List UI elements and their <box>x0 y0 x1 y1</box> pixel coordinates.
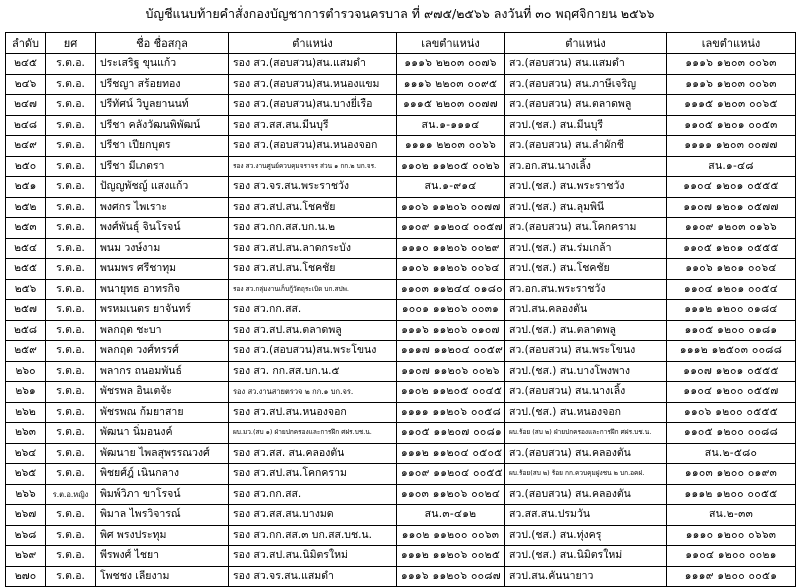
cell-new-position: สวป.(ชส.) สน.หนองจอก <box>505 402 667 423</box>
table-row <box>6 238 796 259</box>
cell-name: พิศ พรงประทุม <box>96 525 229 546</box>
cell-name: พัชรพล อินเตจัะ <box>96 382 229 403</box>
cell-current-position-number: ๑๑๑๒ ๑๑๒๐๔ ๐๕๐๕ <box>397 443 505 464</box>
cell-name: ปรีทัศน์ วิบูลยานนท์ <box>96 95 229 116</box>
cell-rank: ร.ต.อ.หญิง <box>46 484 96 505</box>
table-row <box>6 546 796 567</box>
cell-current-position-number: ๑๑๐๖ ๑๑๒๐๖ ๐๐๖๔ <box>397 259 505 280</box>
cell-current-position-number: ๑๑๐๒ ๑๑๒๐๕ ๐๐๔๕ <box>397 382 505 403</box>
cell-current-position-number: ๑๑๑๖ ๒๒๐๓ ๐๐๙๕ <box>397 74 505 95</box>
cell-new-position: ผบ.ร้อย(สบ ๒) ร้อย กก.ควบคุมฝูงชน ๒ บก.อคฝ. <box>505 464 667 485</box>
cell-order: ๒๖๓ <box>6 423 46 444</box>
cell-name: พนม วงษ์งาม <box>96 238 229 259</box>
cell-new-position: ผบ.ร้อย (สบ ๒) ฝ่ายปกครองและการฝึก ศฝร.บช.น. <box>505 423 667 444</box>
table-row <box>6 464 796 485</box>
cell-current-position-number: สน.๑-๙๑๔ <box>397 177 505 198</box>
cell-current-position: ผบ.มว.(สบ ๑) ฝ่ายปกครองและการฝึก ศฝร.บช.น. <box>229 423 397 444</box>
cell-name: พนมพร ศรีชาทุม <box>96 259 229 280</box>
cell-order: ๒๖๒ <box>6 402 46 423</box>
header-current-position-number: เลขตำแหน่ง <box>397 33 505 54</box>
cell-order: ๒๔๘ <box>6 115 46 136</box>
cell-current-position: รอง สว.(สอบสวน)สน.แสมดำ <box>229 54 397 75</box>
cell-rank: ร.ต.อ. <box>46 382 96 403</box>
table-row <box>6 402 796 423</box>
cell-rank: ร.ต.อ. <box>46 177 96 198</box>
cell-new-position-number: ๑๑๐๗ ๑๒๐๑ ๐๕๗๗ <box>667 197 796 218</box>
cell-order: ๒๕๔ <box>6 238 46 259</box>
cell-new-position: สวป.สน.คลองตัน <box>505 300 667 321</box>
cell-order: ๒๖๘ <box>6 525 46 546</box>
cell-current-position-number: ๑๑๑๖ ๑๑๒๐๖ ๐๐๘๗ <box>397 566 505 587</box>
cell-new-position-number: สน.๒-๓๓ <box>667 505 796 526</box>
cell-rank: ร.ต.อ. <box>46 525 96 546</box>
cell-new-position-number: ๑๑๐๖ ๑๒๐๑ ๐๐๖๔ <box>667 259 796 280</box>
cell-order: ๒๕๓ <box>6 218 46 239</box>
cell-current-position: รอง สว.สป.สน.โชคชัย <box>229 197 397 218</box>
cell-current-position-number: ๑๑๑๖ ๒๒๐๓ ๐๐๗๖ <box>397 54 505 75</box>
cell-order: ๒๖๐ <box>6 361 46 382</box>
cell-new-position-number: ๑๑๑๖ ๑๒๐๓ ๐๐๖๓ <box>667 54 796 75</box>
cell-order: ๒๖๕ <box>6 464 46 485</box>
table-row <box>6 259 796 280</box>
cell-new-position-number: ๑๑๑๒ ๑๒๐๐ ๐๐๕๕ <box>667 484 796 505</box>
cell-rank: ร.ต.อ. <box>46 259 96 280</box>
table-row <box>6 525 796 546</box>
cell-new-position: สว.(สอบสวน) สน.พระโขนง <box>505 341 667 362</box>
cell-new-position-number: ๑๑๑๙ ๑๒๐๐ ๐๐๕๑ <box>667 566 796 587</box>
cell-rank: ร.ต.อ. <box>46 136 96 157</box>
table-row <box>6 382 796 403</box>
cell-name: พงศกร ไพเราะ <box>96 197 229 218</box>
cell-order: ๒๔๖ <box>6 74 46 95</box>
cell-name: ปรีชญา สร้อยทอง <box>96 74 229 95</box>
header-new-position-number: เลขตำแหน่ง <box>667 33 796 54</box>
cell-new-position-number: ๑๑๐๖ ๑๒๐๐ ๐๕๕๕ <box>667 402 796 423</box>
cell-current-position-number: ๑๑๐๕ ๑๑๒๐๗ ๐๐๘๑ <box>397 423 505 444</box>
cell-new-position-number: ๑๑๑๒ ๑๒๐๐ ๐๑๘๔ <box>667 300 796 321</box>
cell-current-position: รอง สว.กลุ่มงานเก็บกู้วัตถุระเบิด บก.สปพ. <box>229 279 397 300</box>
table-row <box>6 156 796 177</box>
cell-order: ๒๕๗ <box>6 300 46 321</box>
cell-new-position-number: สน.๑-๔๘ <box>667 156 796 177</box>
cell-rank: ร.ต.อ. <box>46 74 96 95</box>
table-row <box>6 423 796 444</box>
table-row <box>6 115 796 136</box>
cell-new-position: สว.(สอบสวน) สน.โคกคราม <box>505 218 667 239</box>
cell-new-position: สว.(สอบสวน) สน.นางเลิ้ง <box>505 382 667 403</box>
cell-new-position: สว.(สอบสวน) สน.ตลาดพลู <box>505 95 667 116</box>
cell-new-position: สว.(สอบสวน) สน.ลำผักชี <box>505 136 667 157</box>
cell-current-position-number: ๑๑๑๒ ๑๑๒๐๖ ๐๐๒๕ <box>397 546 505 567</box>
cell-order: ๒๗๐ <box>6 566 46 587</box>
cell-new-position-number: ๑๑๑๕ ๑๒๐๓ ๐๐๖๕ <box>667 95 796 116</box>
cell-order: ๒๔๗ <box>6 95 46 116</box>
cell-current-position: รอง สว.สป.สน.โชคชัย <box>229 259 397 280</box>
cell-rank: ร.ต.อ. <box>46 54 96 75</box>
table-row <box>6 505 796 526</box>
table-row <box>6 361 796 382</box>
header-rank: ยศ <box>46 33 96 54</box>
cell-new-position: สว.(สอบสวน) สน.คลองตัน <box>505 443 667 464</box>
cell-current-position: รอง สว.กก.สส.บก.น.๒ <box>229 218 397 239</box>
cell-current-position-number: ๑๑๑๑ ๑๑๒๐๖ ๐๐๕๘ <box>397 402 505 423</box>
cell-order: ๒๕๙ <box>6 341 46 362</box>
cell-new-position-number: ๑๑๑๖ ๑๒๐๓ ๐๐๖๓ <box>667 74 796 95</box>
cell-order: ๒๖๙ <box>6 546 46 567</box>
cell-name: พิมาล ไพรวิจารณ์ <box>96 505 229 526</box>
cell-current-position: รอง สว.สป.สน.ตลาดพลู <box>229 320 397 341</box>
cell-name: พีรพงศ์ ไชยา <box>96 546 229 567</box>
cell-new-position: สว.(สอบสวน) สน.ภาษีเจริญ <box>505 74 667 95</box>
cell-rank: ร.ต.อ. <box>46 546 96 567</box>
cell-rank: ร.ต.อ. <box>46 197 96 218</box>
cell-current-position: รอง สว.งานศูนย์ควบคุมจราจร ส่วน ๑ กก.๒ บก.จร. <box>229 156 397 177</box>
cell-current-position-number: ๑๐๐๑ ๑๑๒๐๖ ๐๐๓๑ <box>397 300 505 321</box>
table-row <box>6 218 796 239</box>
cell-current-position-number: ๑๑๑๑ ๒๒๐๓ ๐๐๖๖ <box>397 136 505 157</box>
cell-current-position-number: ๑๑๑๖ ๑๑๒๐๖ ๐๑๐๗ <box>397 320 505 341</box>
cell-rank: ร.ต.อ. <box>46 505 96 526</box>
cell-new-position-number: ๑๑๐๔ ๑๒๐๐ ๐๕๕๗ <box>667 382 796 403</box>
cell-current-position-number: ๑๑๐๙ ๑๑๒๐๔ ๐๐๕๕ <box>397 464 505 485</box>
cell-new-position: สว.อก.สน.นางเลิ้ง <box>505 156 667 177</box>
table-row <box>6 484 796 505</box>
table-row <box>6 54 796 75</box>
cell-current-position-number: ๑๑๐๙ ๑๑๒๐๔ ๐๐๕๗ <box>397 218 505 239</box>
cell-name: โพชชง เลียงาม <box>96 566 229 587</box>
table-row <box>6 341 796 362</box>
cell-order: ๒๕๕ <box>6 259 46 280</box>
table-row <box>6 74 796 95</box>
cell-new-position: สว.(สอบสวน) สน.คลองตัน <box>505 484 667 505</box>
cell-current-position: รอง สว.สส.สน.บางมด <box>229 505 397 526</box>
cell-new-position: สวป.(ชส.) สน.บางโพงพาง <box>505 361 667 382</box>
cell-name: พงศ์พันธุ์ จินโรจน์ <box>96 218 229 239</box>
header-order: ลำดับ <box>6 33 46 54</box>
cell-new-position-number: ๑๑๑๐ ๑๒๐๐ ๐๖๖๓ <box>667 525 796 546</box>
cell-new-position: สวป.(ชส.) สน.โชคชัย <box>505 259 667 280</box>
cell-new-position-number: ๑๑๐๔ ๑๒๐๑ ๐๕๕๕ <box>667 177 796 198</box>
cell-rank: ร.ต.อ. <box>46 218 96 239</box>
table-body <box>6 54 796 587</box>
cell-order: ๒๖๖ <box>6 484 46 505</box>
document-title: บัญชีแนบท้ายคำสั่งกองบัญชาการตำรวจนครบาล ที่ ๙๗๕/๒๕๖๖ ลงวันที่ ๓๐ พฤศจิกายน ๒๕๖๖ <box>145 6 655 21</box>
cell-name: พิมพ์วิภา ขาโรจน์ <box>96 484 229 505</box>
table-row <box>6 95 796 116</box>
cell-name: พิชยศ์ฎ์ เนินกลาง <box>96 464 229 485</box>
cell-new-position-number: ๑๑๐๗ ๑๒๐๑ ๐๕๕๕ <box>667 361 796 382</box>
cell-new-position: สวป.(ชส.) สน.ร่มเกล้า <box>505 238 667 259</box>
cell-new-position: สวป.(ชส.) สน.พระราชวัง <box>505 177 667 198</box>
cell-new-position-number: ๑๑๐๓ ๑๒๐๐ ๐๑๙๓ <box>667 464 796 485</box>
cell-new-position: สว.อก.สน.พระราชวัง <box>505 279 667 300</box>
cell-name: พนายุทธ อาทรกิจ <box>96 279 229 300</box>
cell-current-position-number: ๑๑๐๖ ๑๑๒๐๖ ๐๐๗๗ <box>397 197 505 218</box>
cell-name: พรหมเนตร ยาจันทร์ <box>96 300 229 321</box>
cell-new-position: สวป.(ชส.) สน.ลุมพินี <box>505 197 667 218</box>
cell-rank: ร.ต.อ. <box>46 402 96 423</box>
cell-current-position: รอง สว.สป.สน.หนองจอก <box>229 402 397 423</box>
cell-new-position: สวป.สน.คันนายาว <box>505 566 667 587</box>
cell-rank: ร.ต.อ. <box>46 95 96 116</box>
cell-new-position-number: ๑๑๑๑ ๑๒๐๓ ๐๐๗๗ <box>667 136 796 157</box>
cell-new-position-number: ๑๑๐๕ ๑๒๐๑ ๐๕๕๕ <box>667 238 796 259</box>
cell-new-position-number: ๑๑๐๕ ๑๒๐๑ ๐๐๕๓ <box>667 115 796 136</box>
cell-new-position: สวป.(ชส.) สน.นิมิตรใหม่ <box>505 546 667 567</box>
cell-rank: ร.ต.อ. <box>46 341 96 362</box>
table-row <box>6 566 796 587</box>
cell-name: พัฒนา นิ่มอนงค์ <box>96 423 229 444</box>
table-row <box>6 279 796 300</box>
cell-current-position: รอง สว.(สอบสวน)สน.พระโขนง <box>229 341 397 362</box>
table-row <box>6 136 796 157</box>
cell-order: ๒๔๕ <box>6 54 46 75</box>
cell-new-position-number: ๑๑๐๔ ๑๒๐๐ ๐๐๒๑ <box>667 546 796 567</box>
cell-name: ปรีชา มีเภตรา <box>96 156 229 177</box>
cell-current-position: รอง สว.จร.สน.แสมดำ <box>229 566 397 587</box>
cell-new-position: สวป.(ชส.) สน.มีนบุรี <box>505 115 667 136</box>
cell-current-position: รอง สว.กก.สส.๓ บก.สส.บช.น. <box>229 525 397 546</box>
cell-current-position: รอง สว.สส. สน.คลองตัน <box>229 443 397 464</box>
cell-name: ปัญญพัชญ์ แสงแก้ว <box>96 177 229 198</box>
cell-name: พลกฤต ชะบา <box>96 320 229 341</box>
header-new-position: ตำแหน่ง <box>505 33 667 54</box>
cell-name: พลากร ถนอมพันธ์ <box>96 361 229 382</box>
cell-current-position: รอง สว.สป.สน.ลาดกระบัง <box>229 238 397 259</box>
cell-current-position-number: สน.๓-๔๑๒ <box>397 505 505 526</box>
cell-current-position-number: ๑๑๑๗ ๑๑๒๐๔ ๐๐๕๙ <box>397 341 505 362</box>
cell-current-position: รอง สว.กก.สส. <box>229 300 397 321</box>
cell-rank: ร.ต.อ. <box>46 115 96 136</box>
cell-new-position-number: ๑๑๐๔ ๑๒๐๑ ๐๐๕๔ <box>667 279 796 300</box>
appointment-table <box>5 32 796 587</box>
cell-current-position-number: ๑๑๐๓ ๑๑๒๔๔ ๐๑๘๐ <box>397 279 505 300</box>
table-row <box>6 300 796 321</box>
cell-rank: ร.ต.อ. <box>46 238 96 259</box>
table-row <box>6 320 796 341</box>
cell-name: ปรีชา คลังวัฒนพิพัฒน์ <box>96 115 229 136</box>
cell-order: ๒๔๙ <box>6 136 46 157</box>
cell-name: พลกฤต วงศ์ทรรศ์ <box>96 341 229 362</box>
cell-rank: ร.ต.อ. <box>46 443 96 464</box>
cell-rank: ร.ต.อ. <box>46 156 96 177</box>
cell-name: ปรีชา เปียกบุตร <box>96 136 229 157</box>
header-name: ชื่อ ชื่อสกุล <box>96 33 229 54</box>
cell-current-position: รอง สว.(สอบสวน)สน.หนองจอก <box>229 136 397 157</box>
cell-name: ประเสริฐ ขุนแก้ว <box>96 54 229 75</box>
cell-current-position-number: ๑๑๐๒ ๑๑๒๐๐ ๐๐๖๓ <box>397 525 505 546</box>
cell-current-position: รอง สว.(สอบสวน)สน.บางยี่เรือ <box>229 95 397 116</box>
cell-current-position: รอง สว.สป.สน.โคกคราม <box>229 464 397 485</box>
cell-rank: ร.ต.อ. <box>46 566 96 587</box>
cell-new-position-number: ๑๑๐๙ ๑๒๐๓ ๐๑๖๖ <box>667 218 796 239</box>
cell-new-position-number: ๑๑๐๕ ๑๒๐๐ ๐๑๘๑ <box>667 320 796 341</box>
cell-current-position-number: ๑๑๐๒ ๑๑๒๐๕ ๐๐๒๖ <box>397 156 505 177</box>
table-row <box>6 197 796 218</box>
cell-current-position: รอง สว.(สอบสวน)สน.หนองแขม <box>229 74 397 95</box>
cell-name: พัชรพณ ก้มยาสาย <box>96 402 229 423</box>
cell-current-position: รอง สว. กก.สส.บก.น.๕ <box>229 361 397 382</box>
cell-order: ๒๖๗ <box>6 505 46 526</box>
cell-order: ๒๕๖ <box>6 279 46 300</box>
cell-new-position-number: สน.๒-๕๘๐ <box>667 443 796 464</box>
cell-rank: ร.ต.อ. <box>46 423 96 444</box>
cell-current-position-number: ๑๑๑๐ ๑๑๒๐๖ ๐๐๒๙ <box>397 238 505 259</box>
cell-order: ๒๕๑ <box>6 177 46 198</box>
cell-new-position: สวป.(ชส.) สน.ตลาดพลู <box>505 320 667 341</box>
header-current-position: ตำแหน่ง <box>229 33 397 54</box>
cell-current-position: รอง สว.กก.สส. <box>229 484 397 505</box>
cell-rank: ร.ต.อ. <box>46 320 96 341</box>
cell-order: ๒๖๔ <box>6 443 46 464</box>
cell-current-position: รอง สว.สส.สน.มีนบุรี <box>229 115 397 136</box>
cell-current-position-number: ๑๑๐๗ ๑๑๒๐๖ ๐๐๒๖ <box>397 361 505 382</box>
cell-new-position-number: ๑๑๑๒ ๑๒๕๐๓ ๐๐๘๘ <box>667 341 796 362</box>
cell-current-position: รอง สว.สป.สน.นิมิตรใหม่ <box>229 546 397 567</box>
cell-name: พัฒนาย ไพลสุพรรณวงศ์ <box>96 443 229 464</box>
cell-new-position: สว.(สอบสวน) สน.แสมดำ <box>505 54 667 75</box>
cell-current-position: รอง สว.งานสายตรวจ ๒ กก.๑ บก.จร. <box>229 382 397 403</box>
cell-order: ๒๕๐ <box>6 156 46 177</box>
cell-current-position-number: สน.๑-๑๑๑๔ <box>397 115 505 136</box>
cell-new-position: สวป.(ชส.) สน.ทุ่งครุ <box>505 525 667 546</box>
table-row <box>6 177 796 198</box>
cell-rank: ร.ต.อ. <box>46 300 96 321</box>
table-row <box>6 443 796 464</box>
cell-order: ๒๖๑ <box>6 382 46 403</box>
cell-new-position-number: ๑๑๐๕ ๑๒๐๐ ๐๐๘๘ <box>667 423 796 444</box>
cell-current-position-number: ๑๑๑๕ ๒๒๐๓ ๐๐๗๗ <box>397 95 505 116</box>
table-header-row <box>6 33 796 54</box>
cell-order: ๒๕๒ <box>6 197 46 218</box>
cell-rank: ร.ต.อ. <box>46 279 96 300</box>
cell-rank: ร.ต.อ. <box>46 464 96 485</box>
cell-current-position: รอง สว.จร.สน.พระราชวัง <box>229 177 397 198</box>
cell-order: ๒๕๘ <box>6 320 46 341</box>
cell-current-position-number: ๑๑๐๓ ๑๑๒๐๖ ๐๐๒๔ <box>397 484 505 505</box>
cell-rank: ร.ต.อ. <box>46 361 96 382</box>
cell-new-position: สว.สส.สน.ปรมวัน <box>505 505 667 526</box>
